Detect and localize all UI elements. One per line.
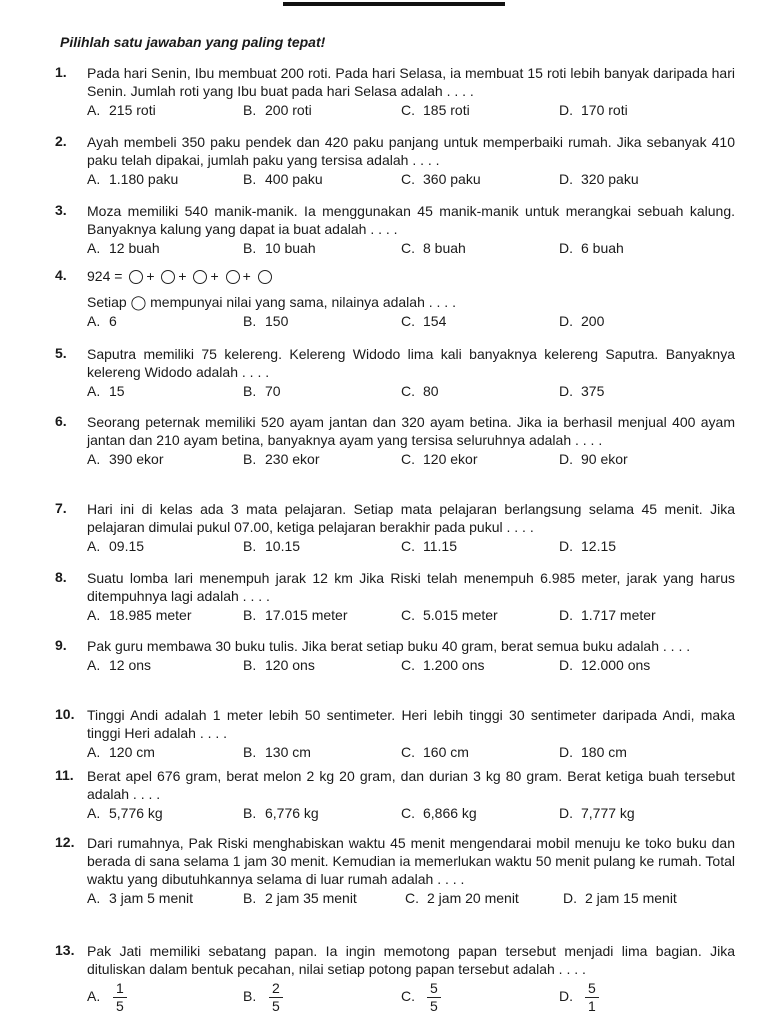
option-letter: A. <box>87 805 101 821</box>
option-value: 6 buah <box>581 240 624 256</box>
option-value: 6 <box>109 313 117 329</box>
option-letter: B. <box>243 102 257 118</box>
option-value: 3 jam 5 menit <box>109 890 194 906</box>
option-d[interactable] <box>559 536 616 556</box>
option-value: 09.15 <box>109 538 145 554</box>
option-value: 120 ons <box>265 657 315 673</box>
option-letter: B. <box>243 988 257 1004</box>
option-letter: D. <box>559 240 573 256</box>
option-a[interactable] <box>87 803 163 823</box>
option-a[interactable] <box>87 449 163 469</box>
option-value: 5,776 kg <box>109 805 163 821</box>
question-number: 7. <box>55 500 67 516</box>
fraction <box>585 980 599 1015</box>
fraction-denominator: 5 <box>272 997 280 1014</box>
option-d[interactable] <box>559 311 604 331</box>
fraction-denominator: 1 <box>588 997 596 1014</box>
option-d[interactable] <box>559 381 604 401</box>
option-letter: C. <box>401 988 415 1004</box>
option-d[interactable] <box>559 605 656 625</box>
question-4 <box>55 267 735 331</box>
option-letter: D. <box>559 607 573 623</box>
option-value: 12 buah <box>109 240 160 256</box>
option-d[interactable] <box>559 803 635 823</box>
question-10 <box>55 706 735 762</box>
option-b[interactable] <box>243 311 288 331</box>
question-text: Ayah membeli 350 paku pendek dan 420 paku panjang untuk memperbaiki rumah. Jika sebanyak 410 paku telah dipakai, jumlah paku yang tersisa adalah . . . . <box>87 134 735 168</box>
option-letter: C. <box>401 383 415 399</box>
question-number: 5. <box>55 345 67 361</box>
circle-blank-icon <box>129 270 143 284</box>
equation <box>87 267 735 285</box>
question-1 <box>55 64 735 120</box>
fraction-numerator: 5 <box>585 980 599 998</box>
option-letter: B. <box>243 607 257 623</box>
question-6 <box>55 413 735 469</box>
option-value: 215 roti <box>109 102 156 118</box>
question-text: Hari ini di kelas ada 3 mata pelajaran. Setiap mata pelajaran berlangsung selama 45 menit. Jika pelajaran dimulai pukul 07.00, ketiga pelajaran berakhir pada pukul . . . . <box>87 501 735 535</box>
option-letter: B. <box>243 538 257 554</box>
option-value: 90 ekor <box>581 451 628 467</box>
option-letter: B. <box>243 890 257 906</box>
option-value: 185 roti <box>423 102 470 118</box>
option-value: 12.15 <box>581 538 617 554</box>
option-letter: B. <box>243 313 257 329</box>
option-letter: C. <box>401 313 415 329</box>
option-letter: A. <box>87 988 101 1004</box>
option-value: 5.015 meter <box>423 607 498 623</box>
option-letter: B. <box>243 657 257 673</box>
option-value: 120 cm <box>109 744 155 760</box>
option-letter: A. <box>87 744 101 760</box>
circle-blank-icon <box>161 270 175 284</box>
option-d[interactable] <box>559 655 650 675</box>
option-c[interactable] <box>401 449 477 469</box>
option-letter: A. <box>87 240 101 256</box>
option-letter: A. <box>87 102 101 118</box>
option-value: 80 <box>423 383 439 399</box>
circle-blank-icon <box>258 270 272 284</box>
option-value: 154 <box>423 313 447 329</box>
option-c[interactable] <box>405 888 519 908</box>
option-d[interactable] <box>559 978 599 1015</box>
fraction <box>269 980 283 1015</box>
option-letter: D. <box>559 744 573 760</box>
option-c[interactable] <box>401 742 469 762</box>
option-value: 2 jam 20 menit <box>427 890 519 906</box>
fraction-denominator: 5 <box>430 997 438 1014</box>
plus-sign: + <box>178 268 187 284</box>
option-value: 200 roti <box>265 102 312 118</box>
option-letter: D. <box>559 538 573 554</box>
option-letter: C. <box>401 538 415 554</box>
option-c[interactable] <box>401 536 457 556</box>
option-d[interactable] <box>559 169 639 189</box>
option-letter: D. <box>559 171 573 187</box>
instruction: Pilihlah satu jawaban yang paling tepat! <box>60 34 326 50</box>
option-c[interactable] <box>401 238 466 258</box>
question-text: Berat apel 676 gram, berat melon 2 kg 20 gram, dan durian 3 kg 80 gram. Berat ketiga buah tersebut adalah . . . . <box>87 768 735 802</box>
option-value: 120 ekor <box>423 451 478 467</box>
option-value: 200 <box>581 313 605 329</box>
plus-sign: + <box>210 268 219 284</box>
option-value: 7,777 kg <box>581 805 635 821</box>
option-a[interactable] <box>87 311 117 331</box>
option-letter: B. <box>243 451 257 467</box>
option-d[interactable] <box>559 238 624 258</box>
option-letter: C. <box>401 451 415 467</box>
option-letter: A. <box>87 383 101 399</box>
option-b[interactable] <box>243 978 283 1015</box>
question-number: 12. <box>55 834 75 850</box>
option-b[interactable] <box>243 169 323 189</box>
option-value: 2 jam 15 menit <box>585 890 677 906</box>
option-value: 390 ekor <box>109 451 164 467</box>
option-letter: A. <box>87 313 101 329</box>
question-text: Pak guru membawa 30 buku tulis. Jika berat setiap buku 40 gram, berat semua buku adalah . . . . <box>87 638 691 654</box>
option-b[interactable] <box>243 655 315 675</box>
option-value: 11.15 <box>423 538 457 554</box>
option-value: 1.200 ons <box>423 657 485 673</box>
question-number: 8. <box>55 569 67 585</box>
option-b[interactable] <box>243 888 357 908</box>
question-text: Suatu lomba lari menempuh jarak 12 km Jika Riski telah menempuh 6.985 meter, jarak yang harus ditempuhnya lagi adalah . . . . <box>87 570 735 604</box>
option-letter: C. <box>405 890 419 906</box>
option-value: 17.015 meter <box>265 607 348 623</box>
option-value: 170 roti <box>581 102 628 118</box>
option-c[interactable] <box>401 605 498 625</box>
option-d[interactable] <box>559 449 628 469</box>
question-11 <box>55 767 735 823</box>
question-5 <box>55 345 735 401</box>
circle-blank-icon <box>226 270 240 284</box>
option-value: 18.985 meter <box>109 607 192 623</box>
option-b[interactable] <box>243 381 281 401</box>
option-c[interactable] <box>401 169 481 189</box>
option-letter: B. <box>243 171 257 187</box>
option-value: 320 paku <box>581 171 639 187</box>
option-b[interactable] <box>243 238 316 258</box>
option-letter: A. <box>87 657 101 673</box>
option-letter: A. <box>87 890 101 906</box>
option-letter: B. <box>243 240 257 256</box>
option-letter: D. <box>559 313 573 329</box>
fraction-numerator: 1 <box>113 980 127 998</box>
question-text: Setiap ◯ mempunyai nilai yang sama, nilainya adalah . . . . <box>87 294 456 310</box>
option-letter: A. <box>87 171 101 187</box>
question-number: 11. <box>55 767 74 783</box>
option-letter: B. <box>243 744 257 760</box>
question-number: 13. <box>55 942 75 958</box>
option-b[interactable] <box>243 449 319 469</box>
option-value: 160 cm <box>423 744 469 760</box>
option-b[interactable] <box>243 803 319 823</box>
question-number: 1. <box>55 64 67 80</box>
top-rule <box>283 2 505 6</box>
plus-sign: + <box>146 268 155 284</box>
option-letter: B. <box>243 805 257 821</box>
question-number: 10. <box>55 706 75 722</box>
option-value: 12.000 ons <box>581 657 651 673</box>
option-letter: C. <box>401 102 415 118</box>
question-number: 2. <box>55 133 67 149</box>
question-12 <box>55 834 735 908</box>
question-3 <box>55 202 735 258</box>
option-letter: C. <box>401 744 415 760</box>
option-value: 10.15 <box>265 538 301 554</box>
option-a[interactable] <box>87 742 155 762</box>
question-2 <box>55 133 735 189</box>
question-number: 4. <box>55 267 67 283</box>
question-number: 9. <box>55 637 67 653</box>
fraction-denominator: 5 <box>116 997 124 1014</box>
option-c[interactable] <box>401 803 477 823</box>
option-a[interactable] <box>87 978 127 1015</box>
option-a[interactable] <box>87 100 156 120</box>
plus-sign: + <box>242 268 251 284</box>
fraction <box>427 980 441 1015</box>
option-letter: C. <box>401 240 415 256</box>
option-a[interactable] <box>87 238 160 258</box>
option-b[interactable] <box>243 536 300 556</box>
option-letter: A. <box>87 607 101 623</box>
option-a[interactable] <box>87 655 151 675</box>
option-value: 130 cm <box>265 744 311 760</box>
option-c[interactable] <box>401 655 485 675</box>
question-text: Pak Jati memiliki sebatang papan. Ia ingin memotong papan tersebut menjadi lima bagian. Jika dituliskan dalam bentuk pecahan, nilai setiap potong papan tersebut adalah . . . . <box>87 943 735 977</box>
option-b[interactable] <box>243 742 311 762</box>
option-value: 400 paku <box>265 171 323 187</box>
option-letter: D. <box>559 805 573 821</box>
question-text: Tinggi Andi adalah 1 meter lebih 50 sentimeter. Heri lebih tinggi 30 sentimeter daripada Andi, maka tinggi Heri adalah . . . . <box>87 707 735 741</box>
option-value: 15 <box>109 383 125 399</box>
option-a[interactable] <box>87 536 144 556</box>
option-letter: D. <box>559 988 573 1004</box>
question-9 <box>55 637 735 675</box>
option-value: 2 jam 35 menit <box>265 890 357 906</box>
question-text: Dari rumahnya, Pak Riski menghabiskan waktu 45 menit mengendarai mobil menuju ke toko buku dan berada di sana selama 1 jam 30 menit. Kemudian ia memerlukan waktu 50 menit pulang ke rumah. Total waktu yang dibutuhkannya selama di luar rumah adalah . . . . <box>87 835 735 887</box>
option-letter: D. <box>559 102 573 118</box>
question-text: Saputra memiliki 75 kelereng. Kelereng Widodo lima kali banyaknya kelereng Saputra. Banyaknya kelereng Widodo adalah . . . . <box>87 346 735 380</box>
option-value: 360 paku <box>423 171 481 187</box>
question-number: 6. <box>55 413 67 429</box>
option-d[interactable] <box>559 742 627 762</box>
option-c[interactable] <box>401 978 441 1015</box>
fraction-numerator: 2 <box>269 980 283 998</box>
option-b[interactable] <box>243 100 312 120</box>
question-text: Pada hari Senin, Ibu membuat 200 roti. Pada hari Selasa, ia membuat 15 roti lebih banyak daripada hari Senin. Jumlah roti yang Ibu buat pada hari Selasa adalah . . . . <box>87 65 735 99</box>
equation-prefix: 924 = <box>87 268 123 284</box>
circle-blank-icon <box>193 270 207 284</box>
option-letter: C. <box>401 171 415 187</box>
option-letter: D. <box>559 451 573 467</box>
option-c[interactable] <box>401 311 446 331</box>
fraction <box>113 980 127 1015</box>
question-13 <box>55 942 735 1014</box>
option-a[interactable] <box>87 169 178 189</box>
option-letter: D. <box>563 890 577 906</box>
option-letter: D. <box>559 383 573 399</box>
option-value: 70 <box>265 383 281 399</box>
option-value: 8 buah <box>423 240 466 256</box>
option-letter: B. <box>243 383 257 399</box>
option-d[interactable] <box>559 100 628 120</box>
option-a[interactable] <box>87 381 125 401</box>
option-value: 6,866 kg <box>423 805 477 821</box>
option-value: 230 ekor <box>265 451 320 467</box>
option-letter: A. <box>87 538 101 554</box>
option-value: 1.717 meter <box>581 607 656 623</box>
option-letter: A. <box>87 451 101 467</box>
option-value: 180 cm <box>581 744 627 760</box>
question-text: Seorang peternak memiliki 520 ayam jantan dan 320 ayam betina. Jika ia berhasil menjual 400 ayam jantan dan 210 ayam betina, banyaknya ayam yang tersisa seluruhnya adalah . . . . <box>87 414 735 448</box>
option-b[interactable] <box>243 605 348 625</box>
option-value: 12 ons <box>109 657 152 673</box>
option-value: 6,776 kg <box>265 805 319 821</box>
option-d[interactable] <box>563 888 677 908</box>
option-value: 375 <box>581 383 605 399</box>
question-7 <box>55 500 735 556</box>
option-value: 150 <box>265 313 289 329</box>
option-letter: C. <box>401 657 415 673</box>
question-8 <box>55 569 735 625</box>
option-a[interactable] <box>87 888 193 908</box>
option-letter: C. <box>401 607 415 623</box>
option-c[interactable] <box>401 381 439 401</box>
question-text: Moza memiliki 540 manik-manik. Ia menggunakan 45 manik-manik untuk merangkai sebuah kalung. Banyaknya kalung yang dapat ia buat adalah . . . . <box>87 203 735 237</box>
fraction-numerator: 5 <box>427 980 441 998</box>
option-value: 10 buah <box>265 240 316 256</box>
option-c[interactable] <box>401 100 470 120</box>
option-letter: D. <box>559 657 573 673</box>
option-a[interactable] <box>87 605 192 625</box>
option-value: 1.180 paku <box>109 171 179 187</box>
question-number: 3. <box>55 202 67 218</box>
option-letter: C. <box>401 805 415 821</box>
